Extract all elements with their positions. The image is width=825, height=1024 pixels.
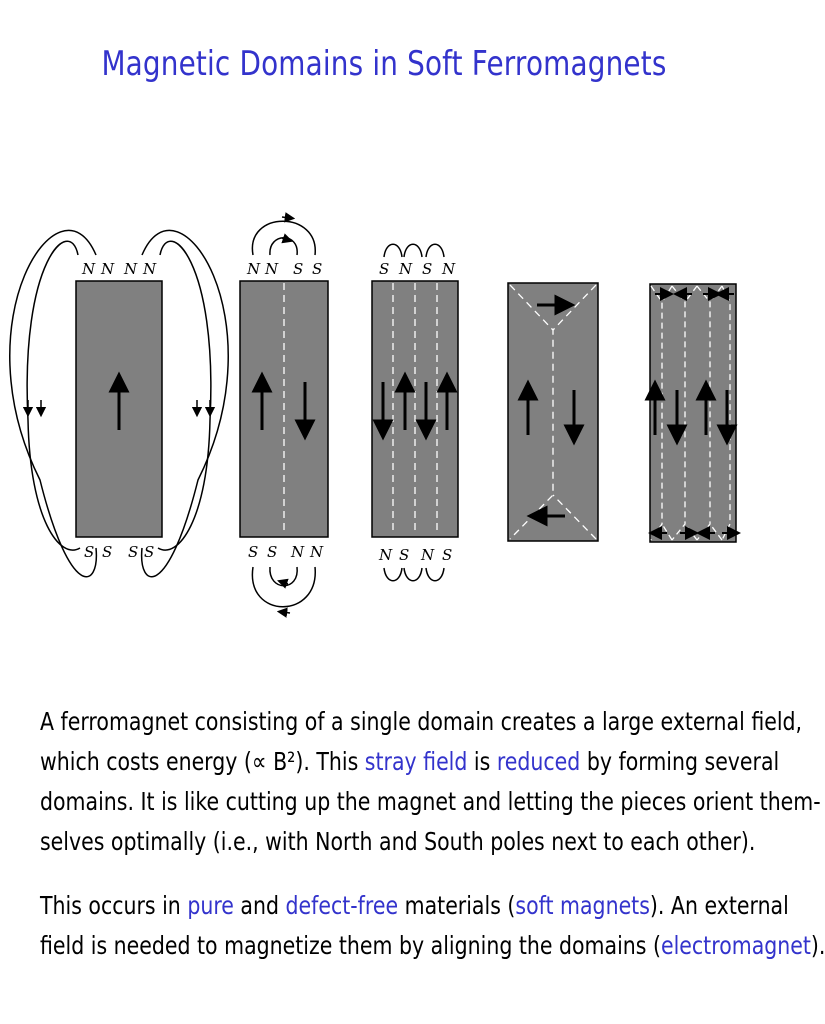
pole-label: N bbox=[265, 260, 279, 278]
two-domain-magnet bbox=[240, 217, 328, 613]
text-line: domains. It is like cutting up the magnet and letting the pieces orient them- bbox=[40, 787, 821, 816]
text-line bbox=[40, 886, 789, 926]
pole-label: S bbox=[128, 543, 139, 561]
text-span: by forming several bbox=[580, 747, 780, 776]
text-span: field is needed to magnetize them by aligning the domains ( bbox=[40, 931, 661, 960]
pole-label: N bbox=[124, 260, 138, 278]
text-span: is bbox=[467, 747, 497, 776]
pole-label: S bbox=[102, 543, 113, 561]
text-span: which costs energy (∝ B²). This bbox=[40, 747, 365, 776]
pole-label: N bbox=[399, 260, 413, 278]
text-span: materials ( bbox=[398, 891, 516, 920]
highlight-soft-magnets: soft magnets bbox=[515, 891, 650, 920]
highlight-reduced: reduced bbox=[496, 747, 581, 776]
highlight-defect-free: defect-free bbox=[285, 891, 399, 920]
pole-label: S bbox=[293, 260, 304, 278]
highlight-stray-field: stray field bbox=[364, 747, 468, 776]
page-title: Magnetic Domains in Soft Ferromagnets bbox=[101, 44, 667, 84]
pole-label: N bbox=[143, 260, 157, 278]
pole-label: N bbox=[421, 546, 435, 564]
pole-label: S bbox=[379, 260, 390, 278]
pole-label: S bbox=[84, 543, 95, 561]
highlight-pure: pure bbox=[187, 891, 234, 920]
text-span: ). bbox=[810, 931, 825, 960]
single-domain-magnet bbox=[10, 230, 228, 576]
text-line bbox=[40, 926, 825, 966]
pole-label: N bbox=[101, 260, 115, 278]
text-line: selves optimally (i.e., with North and South poles next to each other). bbox=[40, 827, 756, 856]
pole-label: N bbox=[379, 546, 393, 564]
pole-label: N bbox=[247, 260, 261, 278]
multi-closure-domain-magnet bbox=[650, 284, 736, 542]
pole-label: S bbox=[144, 543, 155, 561]
four-domain-magnet bbox=[372, 244, 458, 581]
pole-label: N bbox=[82, 260, 96, 278]
text-line bbox=[40, 742, 780, 782]
highlight-electromagnet: electromagnet bbox=[660, 931, 811, 960]
pole-label: N bbox=[310, 543, 324, 561]
paragraph-soft-magnets bbox=[40, 886, 825, 966]
pole-label: N bbox=[291, 543, 305, 561]
pole-label: N bbox=[442, 260, 456, 278]
pole-label: S bbox=[312, 260, 323, 278]
pole-label: S bbox=[422, 260, 433, 278]
pole-label: S bbox=[442, 546, 453, 564]
pole-label: S bbox=[267, 543, 278, 561]
text-span: and bbox=[233, 891, 286, 920]
pole-label: S bbox=[399, 546, 410, 564]
text-span: ). An external bbox=[649, 891, 789, 920]
pole-label: S bbox=[248, 543, 259, 561]
closure-domain-magnet bbox=[508, 283, 598, 541]
domain-diagram bbox=[0, 180, 768, 640]
paragraph-stray-field bbox=[40, 702, 821, 862]
text-span: This occurs in bbox=[40, 891, 188, 920]
text-line: A ferromagnet consisting of a single domain creates a large external field, bbox=[40, 707, 803, 736]
